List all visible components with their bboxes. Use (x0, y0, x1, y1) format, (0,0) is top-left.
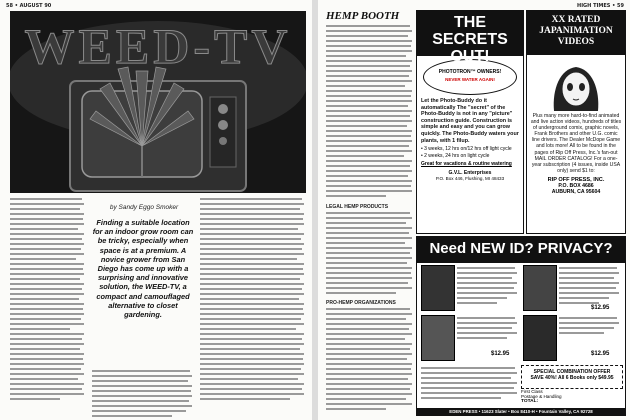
xx-company: RIP OFF PRESS, INC. (547, 176, 605, 183)
eden-total-label: TOTAL: (521, 399, 539, 404)
secrets-headline: THE SECRETS OUT! (417, 11, 523, 56)
secrets-bullet-2: • 2 weeks, 24 hrs on light cycle (421, 153, 490, 160)
article-byline: by Sandy Eggo Smoker (109, 204, 179, 211)
weed-tv-banner (10, 11, 306, 193)
secrets-footer: Great for vacations & routine watering (421, 161, 512, 168)
secrets-address: P.O. Box 446, Flushing, MI 48433 (435, 176, 505, 182)
article-deck: Finding a suitable location for an indoor grow room can be tricky, especially when space is at a premium. A novice grower from San Diego has come up with a surprising and innovative solution, the WEED-TV, a compact and camouflaged alternative to closet gardening. (92, 218, 194, 320)
article-column-2 (92, 370, 192, 420)
xx-rated-ad (526, 10, 626, 234)
eden-shipping-option-2[interactable]: Postage & Handling (521, 394, 562, 399)
eden-shipping-option-1[interactable]: First Class (521, 389, 543, 394)
page-folio-left: 58 • AUGUST 90 (6, 3, 52, 9)
anime-illustration (544, 59, 608, 111)
secrets-body: Let the Photo-Buddy do it automatically The "secret" of the Photo-Buddy is not in any "picture" construction guide. Construction is simple and easy and you can grow quickly. The Photo-Buddy waters your plants, with 1 filup. (421, 98, 519, 144)
secrets-out-ad (416, 10, 524, 234)
xx-po-box: P.O. BOX 4686 (558, 182, 594, 189)
eden-book-1 (421, 265, 455, 311)
svg-text:WEED-TV: WEED-TV (24, 18, 292, 74)
eden-book-2 (421, 315, 455, 361)
eden-book-grid (421, 265, 621, 363)
hemp-subhead-legal: LEGAL HEMP PRODUCTS (326, 204, 389, 210)
left-page (0, 0, 312, 420)
xx-body: Plus many more hard-to-find animated and live action videos, hundreds of titles of underground comix, graphic novels, Frank Brothers and other U.G. comic line drivers. The Dealer McDope Game and lots more! All to be found in the pages of Rip Off Press, Inc.'s fan-out MAIL ORDER CATALOG! For a one-year subscription (4 issues, inside USA only) send $1 to: (530, 113, 622, 174)
phototron-badge-sub: NEVER WATER AGAIN! (445, 77, 495, 82)
secrets-bullet-1: • 3 weeks, 12 hrs on/12 hrs off light cycle (421, 146, 512, 153)
eden-order-form (521, 389, 621, 404)
hemp-booth-body (326, 25, 412, 200)
eden-headline: Need NEW ID? PRIVACY? (417, 237, 625, 263)
article-column-1 (10, 198, 84, 403)
right-page (318, 0, 630, 420)
secrets-company: G.V.L. Enterprises (448, 170, 492, 177)
xx-headline: XX RATED JAPANIMATION VIDEOS (527, 11, 625, 55)
xx-city: AUBURN, CA 95604 (551, 188, 601, 195)
hemp-orgs-list (326, 308, 412, 413)
eden-special-title: SPECIAL COMBINATION OFFER (533, 369, 611, 375)
eden-left-copy (421, 367, 517, 402)
page-folio-right: HIGH TIMES • 59 (577, 3, 624, 9)
hemp-booth-title: HEMP BOOTH (326, 10, 400, 22)
eden-press-ad (416, 236, 626, 416)
eden-footer: EDEN PRESS • 11623 Slater • Box 8410-H • Fountain Valley, CA 92728 (417, 408, 625, 415)
eden-price-2: $12.95 (591, 305, 610, 311)
eden-book-3 (523, 265, 557, 311)
article-column-3 (200, 198, 304, 403)
phototron-badge-label: PHOTOTRON™ OWNERS! (438, 69, 502, 75)
eden-special-offer (521, 365, 623, 389)
hemp-legal-list (326, 212, 412, 297)
eden-price-1: $12.95 (491, 351, 510, 357)
eden-price-3: $12.95 (591, 351, 610, 357)
hemp-subhead-orgs: PRO-HEMP ORGANIZATIONS (326, 300, 396, 306)
eden-book-4 (523, 315, 557, 361)
eden-special-sub: SAVE 40%! All 6 Books only $49.95 (530, 375, 614, 381)
